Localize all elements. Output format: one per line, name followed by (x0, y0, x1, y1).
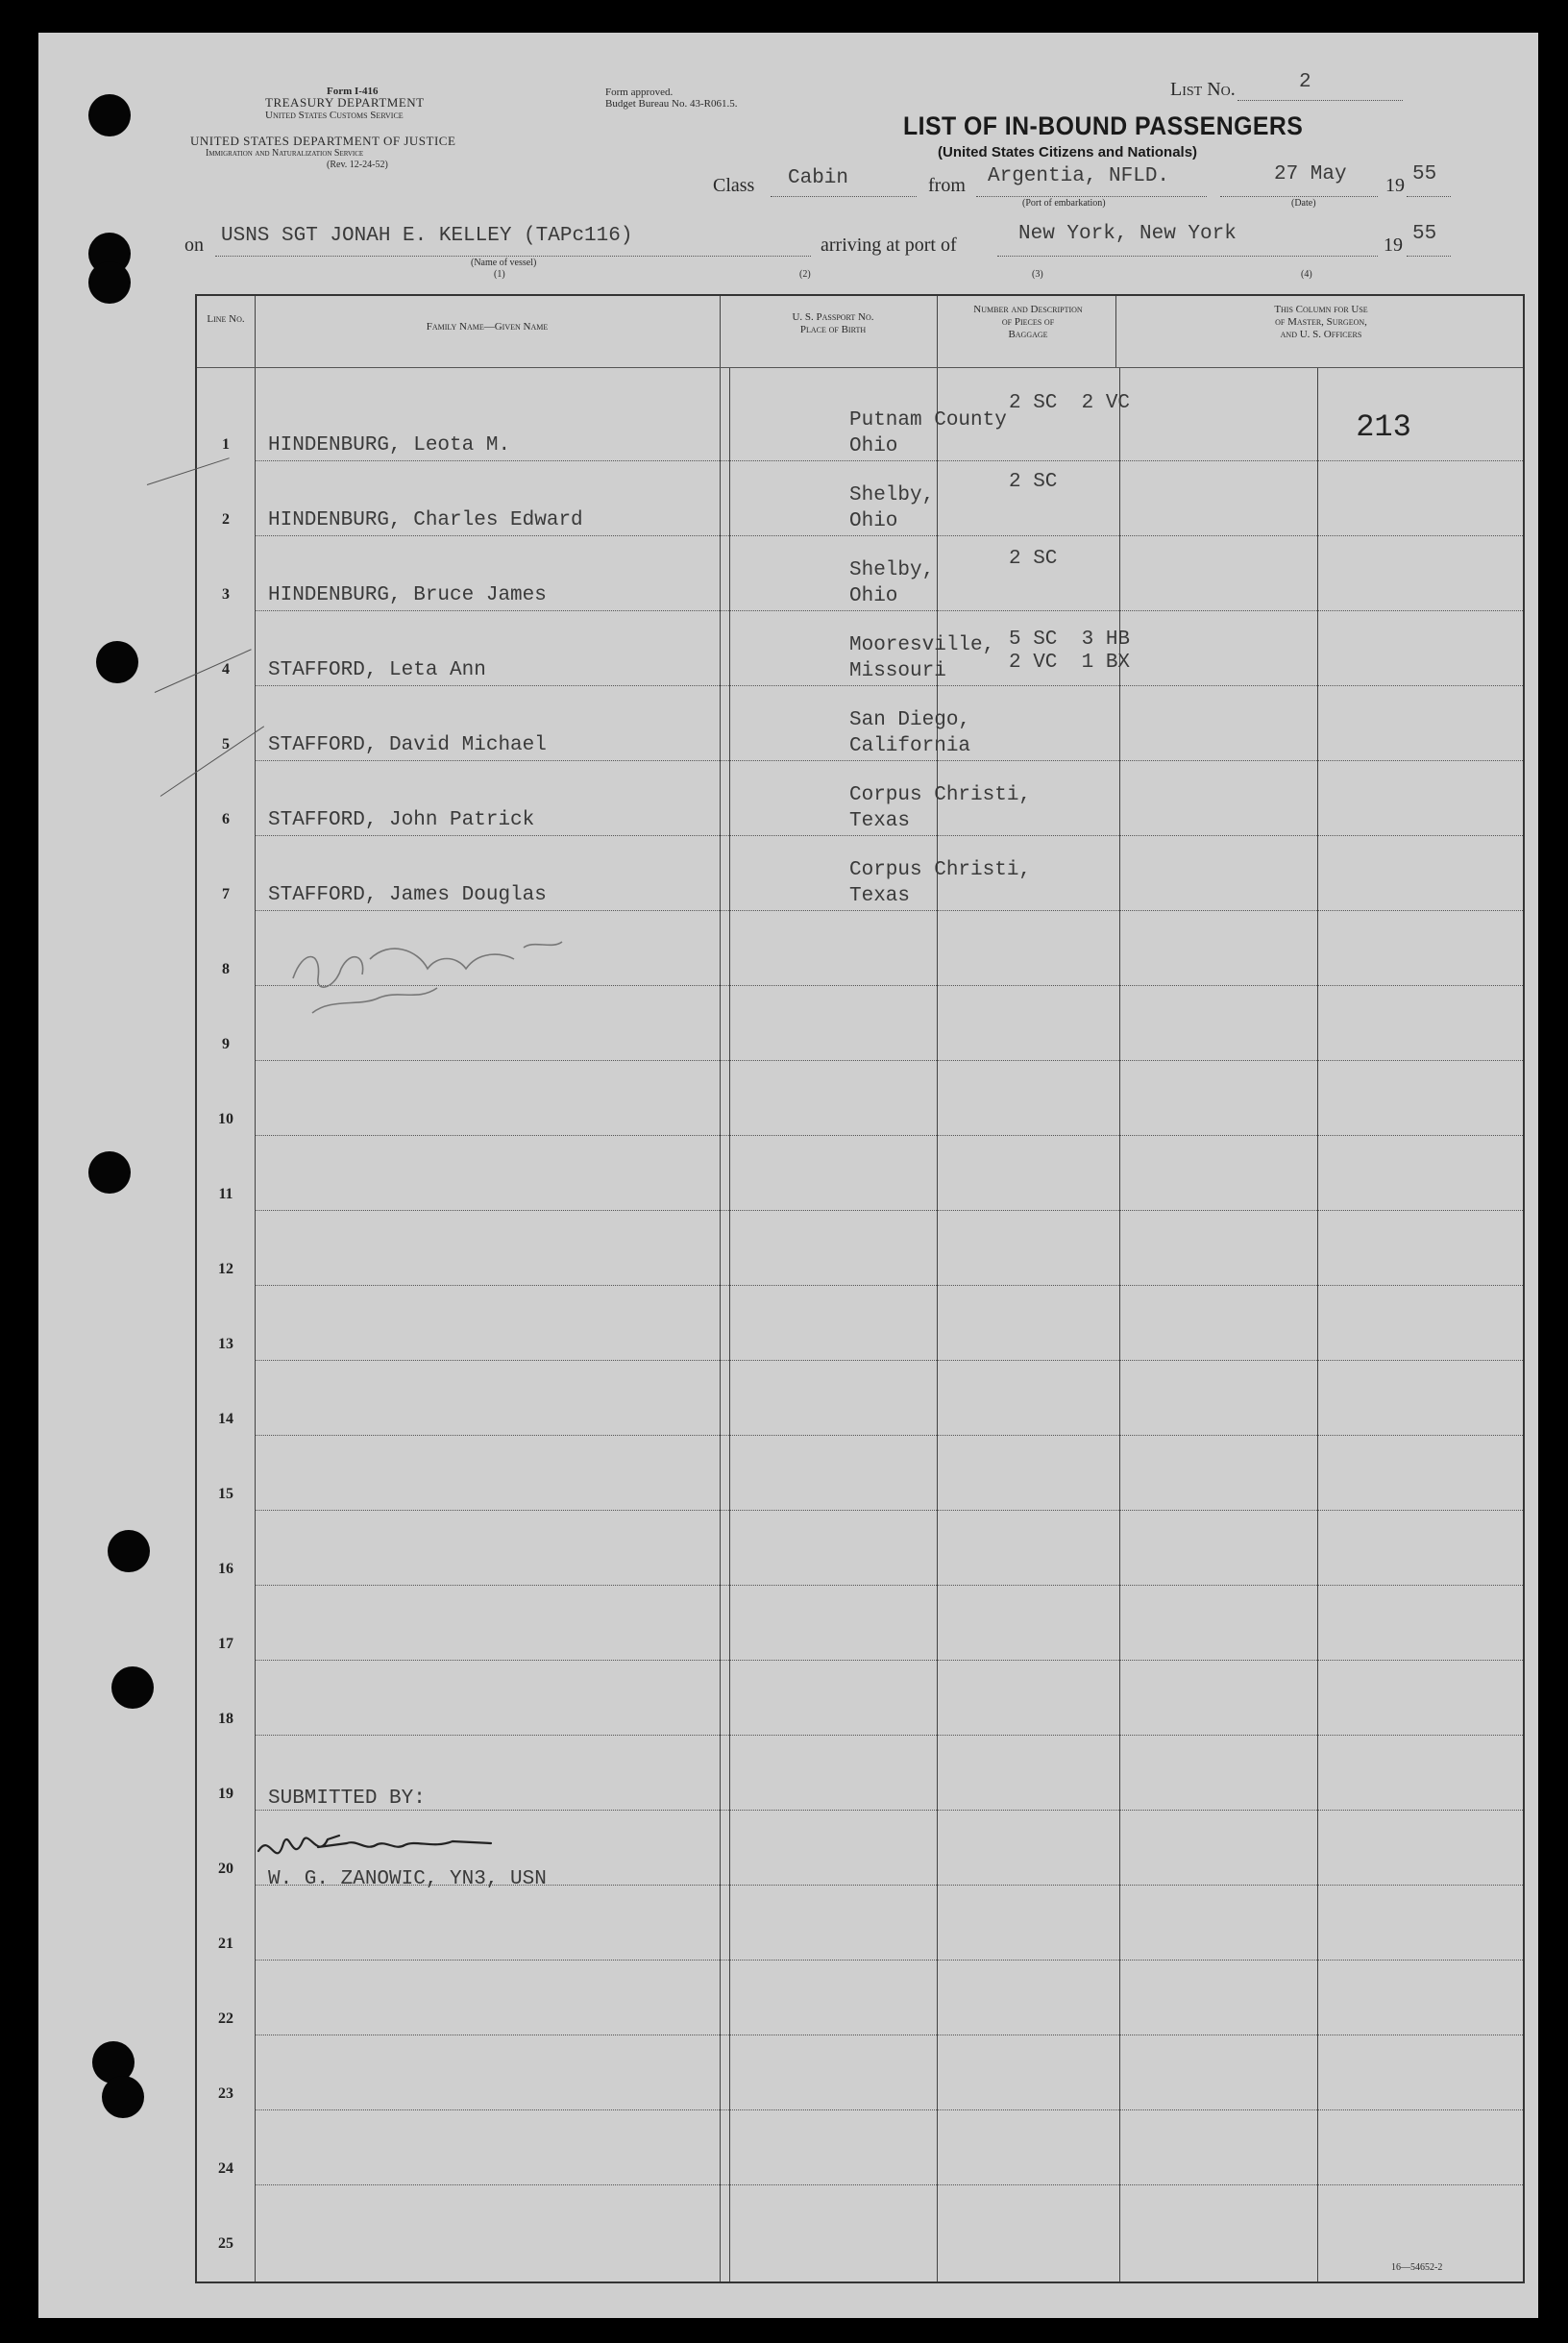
table-row (197, 611, 1523, 686)
table-row (197, 1961, 1523, 2035)
passenger-name: STAFFORD, James Douglas (268, 884, 547, 906)
place-line1: Shelby, (849, 484, 935, 506)
table-row (197, 1886, 1523, 1961)
line-number: 16 (218, 1561, 233, 1577)
vessel-underline (215, 256, 811, 257)
place-line2: Ohio (849, 510, 898, 532)
table-row (197, 1511, 1523, 1586)
punch-hole (96, 641, 138, 683)
budget-bureau: Budget Bureau No. 43-R061.5. (605, 98, 738, 110)
line-number: 3 (222, 586, 230, 603)
passenger-table (195, 294, 1525, 2283)
header-baggage (937, 304, 1119, 341)
line-number: 15 (218, 1486, 233, 1502)
place-of-birth (849, 707, 970, 759)
submitted-by-label: SUBMITTED BY: (268, 1788, 426, 1810)
passenger-name: STAFFORD, David Michael (268, 734, 547, 756)
column-caption-3: (3) (1032, 269, 1043, 280)
punch-hole (102, 2076, 144, 2118)
line-number: 9 (222, 1036, 230, 1052)
table-row (197, 1211, 1523, 1286)
place-of-birth (849, 407, 1007, 459)
on-label: on (184, 234, 204, 256)
line-number: 23 (218, 2085, 233, 2102)
arrival-year-prefix: 19 (1384, 234, 1403, 256)
pencil-annotation (274, 921, 600, 1026)
vessel-name: USNS SGT JONAH E. KELLEY (TAPc116) (221, 225, 633, 247)
line-number: 7 (222, 886, 230, 902)
date-value: 27 May (1274, 163, 1347, 185)
baggage (1009, 390, 1130, 416)
header-line-no-text: Line No. (207, 313, 245, 325)
line-number: 18 (218, 1711, 233, 1727)
arriving-label: arriving at port of (821, 234, 957, 256)
year-prefix: 19 (1385, 175, 1405, 196)
place-line2: Texas (849, 885, 911, 907)
list-number-underline (1237, 100, 1403, 101)
place-line1: Mooresville, (849, 634, 995, 656)
line-number: 24 (218, 2160, 233, 2177)
passenger-name: HINDENBURG, Charles Edward (268, 509, 583, 531)
place-line1: Putnam County (849, 409, 1007, 432)
baggage-line1: 2 SC 2 VC (1009, 392, 1131, 414)
arrival-year-suffix: 55 (1412, 223, 1437, 245)
justice-department: UNITED STATES DEPARTMENT OF JUSTICE (190, 134, 456, 148)
table-row (197, 1061, 1523, 1136)
table-row (197, 461, 1523, 536)
header-name (255, 321, 720, 333)
header-officers-line1: This Column for Use (1274, 304, 1368, 315)
place-line1: San Diego, (849, 709, 971, 731)
baggage-line1: 2 SC (1009, 548, 1058, 570)
year-suffix: 55 (1412, 163, 1437, 185)
table-row (197, 2110, 1523, 2185)
table-row (197, 1361, 1523, 1436)
class-label: Class (713, 175, 755, 196)
baggage-line2: 2 VC 1 BX (1009, 652, 1131, 674)
line-number: 8 (222, 961, 230, 977)
punch-hole (111, 1666, 154, 1709)
line-number: 20 (218, 1861, 233, 1877)
header-divider (197, 367, 1523, 368)
form-sheet (38, 33, 1538, 2318)
passenger-name: STAFFORD, Leta Ann (268, 659, 486, 681)
form-revision: (Rev. 12-24-52) (327, 160, 388, 170)
treasury-department: TREASURY DEPARTMENT (265, 95, 425, 110)
line-number: 1 (222, 436, 230, 453)
line-number: 21 (218, 1936, 233, 1952)
line-number: 2 (222, 511, 230, 528)
header-baggage-line2: of Pieces of (1001, 316, 1055, 328)
port-underline (976, 196, 1207, 197)
officer-note: 213 (1356, 409, 1411, 445)
line-number: 4 (222, 661, 230, 678)
table-row (197, 536, 1523, 611)
submitter-signature (251, 1822, 501, 1880)
punch-hole (88, 1151, 131, 1194)
punch-hole (88, 261, 131, 304)
port-caption: (Port of embarkation) (1022, 198, 1106, 209)
column-caption-2: (2) (799, 269, 811, 280)
table-row (197, 1586, 1523, 1661)
from-label: from (928, 175, 966, 196)
line-number: 25 (218, 2235, 233, 2252)
table-row (197, 686, 1523, 761)
table-row (197, 836, 1523, 911)
column-caption-1: (1) (494, 269, 505, 280)
punch-hole (88, 94, 131, 136)
header-line-no (197, 313, 255, 326)
class-underline (771, 196, 917, 197)
line-number: 13 (218, 1336, 233, 1352)
port-of-embarkation: Argentia, NFLD. (988, 165, 1170, 187)
header-officers-line2: of Master, Surgeon, (1275, 316, 1367, 328)
form-subtitle: (United States Citizens and Nationals) (938, 144, 1198, 160)
table-row (197, 761, 1523, 836)
header-baggage-line3: Baggage (1008, 329, 1048, 340)
place-line2: Ohio (849, 435, 898, 457)
vessel-caption: (Name of vessel) (471, 258, 537, 268)
header-officers-line3: and U. S. Officers (1280, 329, 1362, 340)
table-row (197, 2185, 1523, 2260)
place-line2: Missouri (849, 660, 946, 682)
baggage-line1: 2 SC (1009, 471, 1058, 493)
place-line2: Ohio (849, 585, 898, 607)
submitted-by-name: W. G. ZANOWIC, YN3, USN (268, 1868, 547, 1890)
line-number: 11 (218, 1186, 233, 1202)
line-number: 10 (218, 1111, 233, 1127)
baggage-line1: 5 SC 3 HB (1009, 629, 1131, 651)
line-number: 6 (222, 811, 230, 827)
line-number: 12 (218, 1261, 233, 1277)
table-row (197, 1286, 1523, 1361)
immigration-service: Immigration and Naturalization Service (206, 148, 364, 159)
line-number: 14 (218, 1411, 233, 1427)
table-row (197, 1661, 1523, 1736)
passenger-name: HINDENBURG, Leota M. (268, 434, 511, 456)
header-name-text: Family Name—Given Name (426, 321, 549, 333)
customs-service: United States Customs Service (265, 110, 404, 121)
place-line2: California (849, 735, 971, 757)
line-number: 22 (218, 2010, 233, 2027)
passenger-name: STAFFORD, John Patrick (268, 809, 535, 831)
place-of-birth (849, 632, 994, 684)
date-underline (1220, 196, 1378, 197)
year-underline (1407, 196, 1451, 197)
line-number: 19 (218, 1786, 233, 1802)
header-passport (729, 311, 937, 336)
place-line2: Texas (849, 810, 911, 832)
table-row (197, 1436, 1523, 1511)
place-line1: Corpus Christi, (849, 784, 1032, 806)
header-baggage-line1: Number and Description (973, 304, 1083, 315)
table-row (197, 2035, 1523, 2110)
table-row (197, 1136, 1523, 1211)
arrival-port: New York, New York (1018, 223, 1237, 245)
list-number-label: List No. (1170, 79, 1236, 100)
form-title: LIST OF IN-BOUND PASSENGERS (903, 111, 1304, 140)
place-line1: Corpus Christi, (849, 859, 1032, 881)
class-value: Cabin (788, 167, 849, 189)
line-number: 5 (222, 736, 230, 752)
arrival-year-underline (1407, 256, 1451, 257)
baggage (1009, 469, 1057, 495)
place-of-birth (849, 557, 934, 609)
baggage (1009, 629, 1130, 675)
footer-code: 16—54652-2 (1391, 2262, 1443, 2273)
header-officers (1119, 304, 1523, 341)
column-caption-4: (4) (1301, 269, 1312, 280)
table-row (197, 386, 1523, 461)
place-of-birth (849, 782, 1031, 834)
list-number-value: 2 (1299, 71, 1311, 93)
passenger-name: HINDENBURG, Bruce James (268, 584, 547, 606)
arrival-port-underline (997, 256, 1378, 257)
header-passport-line2: Place of Birth (799, 324, 867, 335)
form-approval: Form approved. (605, 86, 674, 98)
place-of-birth (849, 482, 934, 534)
header-passport-line1: U. S. Passport No. (792, 311, 874, 323)
punch-hole (108, 1530, 150, 1572)
form-number: Form I-416 (327, 86, 379, 97)
place-line1: Shelby, (849, 559, 935, 581)
place-of-birth (849, 857, 1031, 909)
date-caption: (Date) (1291, 198, 1316, 209)
line-number: 17 (218, 1636, 233, 1652)
baggage (1009, 546, 1057, 572)
